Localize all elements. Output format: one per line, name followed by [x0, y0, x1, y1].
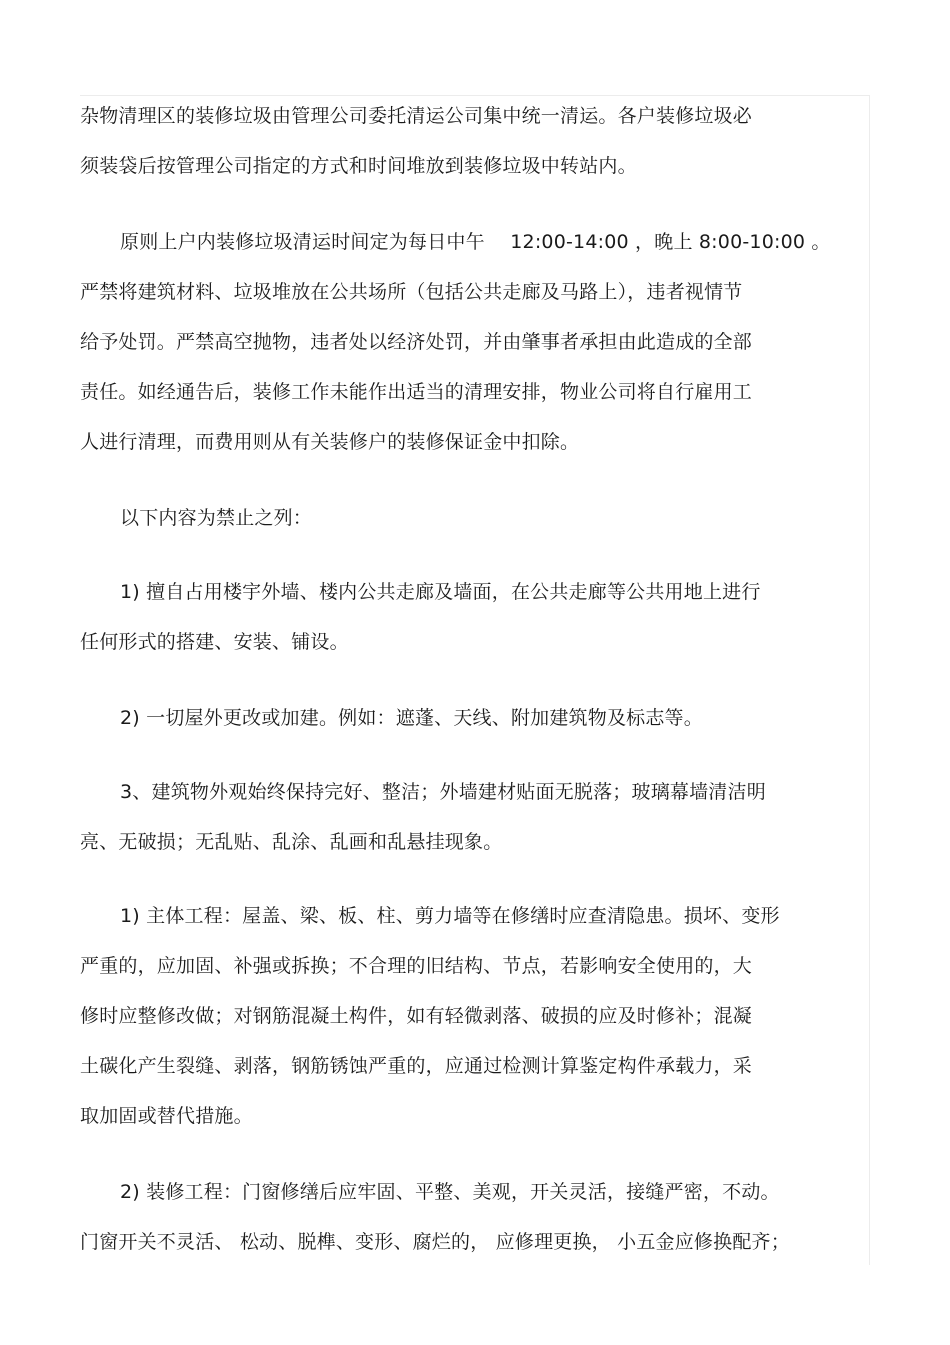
- text-line: 土碳化产生裂缝、剥落，钢筋锈蚀严重的，应通过检测计算鉴定构件承载力，采: [80, 1055, 753, 1077]
- text-line: 取加固或替代措施。: [80, 1105, 253, 1127]
- page-border-right: [869, 95, 870, 1265]
- text-line: 责任。如经通告后，装修工作未能作出适当的清理安排，物业公司将自行雇用工: [80, 381, 753, 403]
- page-border-top: [80, 95, 870, 96]
- text-line: 门窗开关不灵活、 松动、脱榫、变形、腐烂的， 应修理更换， 小五金应修换配齐；: [80, 1231, 790, 1253]
- text-line: 亮、无破损；无乱贴、乱涂、乱画和乱悬挂现象。: [80, 831, 503, 853]
- text-line: 给予处罚。严禁高空抛物，违者处以经济处罚，并由肇事者承担由此造成的全部: [80, 331, 753, 353]
- text-line: 杂物清理区的装修垃圾由管理公司委托清运公司集中统一清运。各户装修垃圾必: [80, 105, 753, 127]
- text-line: 3、建筑物外观始终保持完好、整洁；外墙建材贴面无脱落；玻璃幕墙清洁明: [120, 781, 766, 803]
- text-line: 以下内容为禁止之列：: [120, 507, 313, 529]
- text-line: 严禁将建筑材料、垃圾堆放在公共场所（包括公共走廊及马路上），违者视情节: [80, 281, 743, 303]
- text-line: 严重的，应加固、补强或拆换；不合理的旧结构、节点，若影响安全使用的，大: [80, 955, 753, 977]
- text-line: 修时应整修改做；对钢筋混凝土构件，如有轻微剥落、破损的应及时修补；混凝: [80, 1005, 753, 1027]
- text-line: 须装袋后按管理公司指定的方式和时间堆放到装修垃圾中转站内。: [80, 155, 637, 177]
- text-line: 1) 主体工程：屋盖、梁、板、柱、剪力墙等在修缮时应查清隐患。损坏、变形: [120, 905, 780, 927]
- text-line: 2) 装修工程：门窗修缮后应牢固、平整、美观，开关灵活，接缝严密，不动。: [120, 1181, 780, 1203]
- text-line: 1) 擅自占用楼宇外墙、楼内公共走廊及墙面，在公共走廊等公共用地上进行: [120, 581, 761, 603]
- text-line: 任何形式的搭建、安装、铺设。: [80, 631, 349, 653]
- text-line: 原则上户内装修垃圾清运时间定为每日中午 12:00-14:00 ，晚上 8:00-10:00 。: [120, 231, 831, 253]
- text-line: 2) 一切屋外更改或加建。例如：遮蓬、天线、附加建筑物及标志等。: [120, 707, 703, 729]
- text-line: 人进行清理，而费用则从有关装修户的装修保证金中扣除。: [80, 431, 580, 453]
